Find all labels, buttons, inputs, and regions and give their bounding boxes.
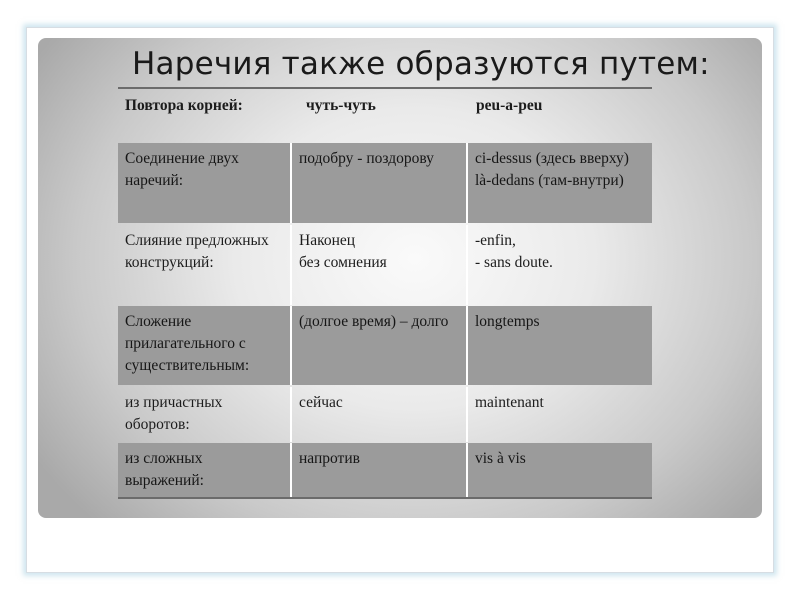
cell-method: из причастных оборотов: [125,394,223,433]
table-row [118,443,652,497]
header-cell-french: peu-a-peu [476,97,543,114]
cell-method: Сложение прилагательного с существительным: [125,313,250,374]
table-row [118,387,652,442]
table-bottom-rule [118,497,652,499]
header-cell-russian: чуть-чуть [306,97,376,114]
table-header-row [118,89,652,139]
cell-russian: Наконец без сомнения [290,225,466,305]
cell-french: ci-dessus (здесь вверху) là-dedans (там-внутри) [466,143,652,223]
table-row [118,225,652,305]
cell-french: maintenant [466,387,652,442]
table-row [118,143,652,223]
cell-russian: (долгое время) – долго [290,306,466,385]
cell-method: Слияние предложных конструкций: [125,232,269,271]
table-row [118,306,652,385]
cell-russian: подобру - поздорову [290,143,466,223]
header-cell-method: Повтора корней: [125,97,243,114]
cell-method: из сложных выражений: [125,450,204,489]
cell-french: -enfin, - sans doute. [466,225,652,305]
adverb-table [118,87,652,499]
cell-french: longtemps [466,306,652,385]
cell-russian: сейчас [290,387,466,442]
slide-title: Наречия также образуются путем: [132,46,710,82]
cell-french: vis à vis [466,443,652,497]
cell-russian: напротив [290,443,466,497]
cell-method: Соединение двух наречий: [125,150,239,189]
